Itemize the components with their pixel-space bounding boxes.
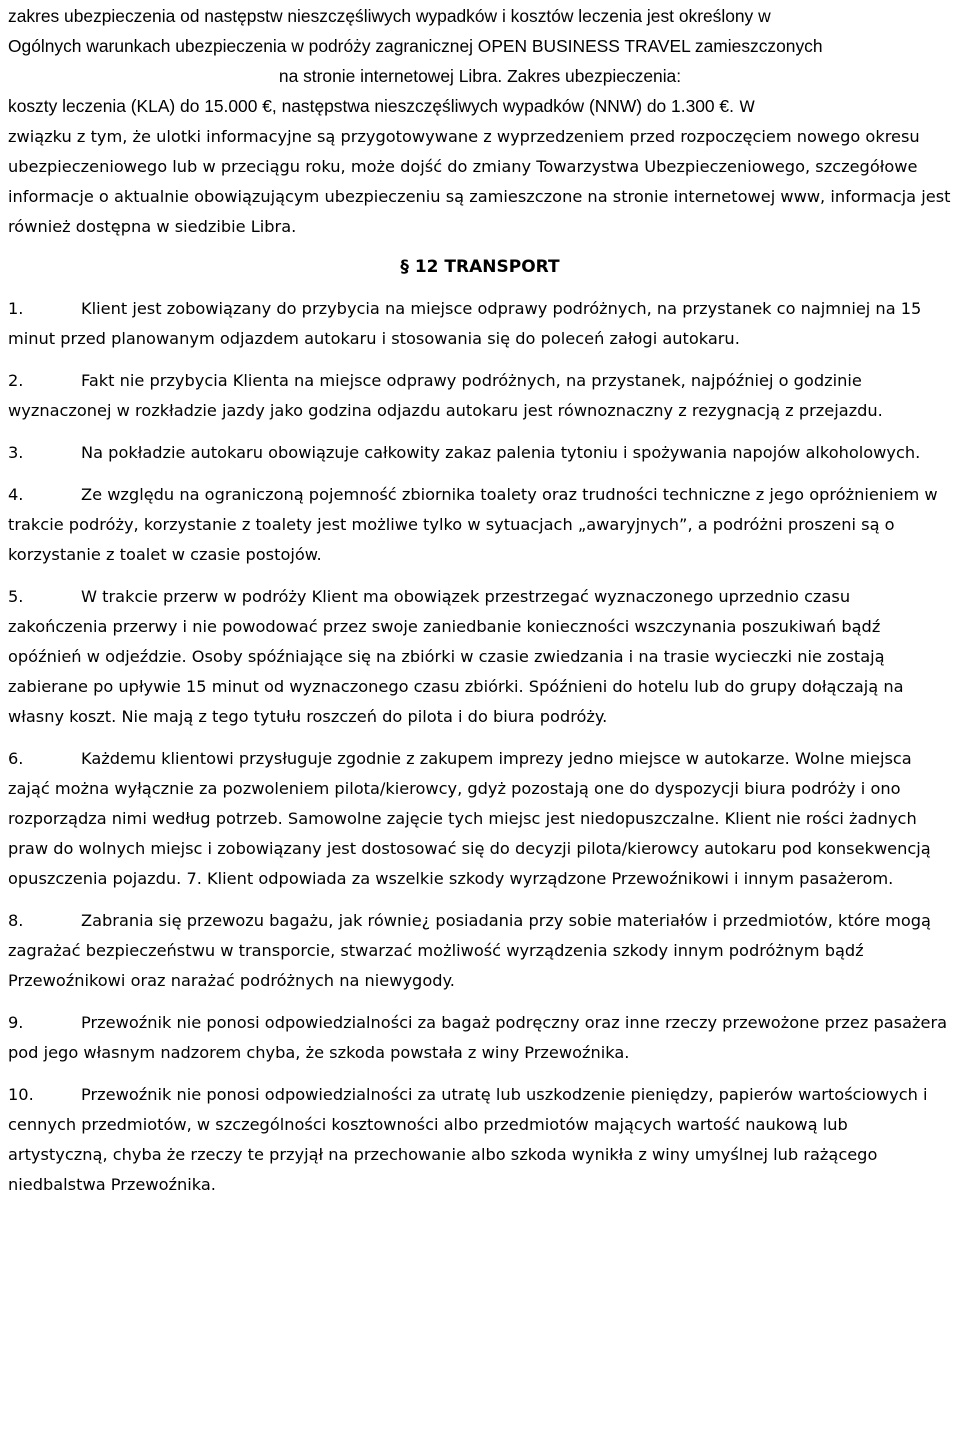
insurance-notice: związku z tym, że ulotki informacyjne są przygotowywane z wyprzedzeniem przed rozpoczęciem nowego okresu ubezpieczeniowego lub w przeciągu roku, może dojść do zmiany Towarzystwa Ubezpieczeniowego, szczegółowe informacje o aktualnie obowiązującym ubezpieczeniu są zamieszczone na stronie internetowej www, informacja jest również dostępna w siedzibie Libra. — [8, 127, 951, 236]
point-8: 8. Zabrania się przewozu bagażu, jak równie¿ posiadania przy sobie materiałów i przedmiotów, które mogą zagrażać bezpieczeństwu w transporcie, stwarzać możliwość wyrządzenia szkody innym podróżnym bądź Przewoźnikowi oraz narażać podróżnych na niewygody. — [8, 911, 931, 990]
intro-line-4 — [8, 91, 952, 122]
point-1: 1. Klient jest zobowiązany do przybycia na miejsce odprawy podróżnych, na przystanek co najmniej na 15 minut przed planowanym odjazdem autokaru i stosowania się do poleceń załogi autokaru. — [8, 299, 922, 348]
point-10: 10. Przewoźnik nie ponosi odpowiedzialności za utratę lub uszkodzenie pieniędzy, papierów wartościowych i cennych przedmiotów, w szczególności kosztowności albo przedmiotów mających wartość naukową lub artystyczną, chyba że rzeczy te przyjął na przechowanie albo szkoda wynikła z winy umyślnej lub rażącego niedbalstwa Przewoźnika. — [8, 1085, 928, 1194]
insurance-amounts: koszty leczenia (KLA) do 15.000 €, następstwa nieszczęśliwych wypadków (NNW) do 1.300 €. — [8, 96, 734, 116]
point-5: 5. W trakcie przerw w podróży Klient ma obowiązek przestrzegać wyznaczonego uprzednio czasu zakończenia przerwy i nie powodować przez swoje zaniedbanie konieczności wszczynania poszukiwań bądź opóźnień w odjeździe. Osoby spóźniające się na zbiórki w czasie zwiedzania i na trasie wycieczki nie zostają zabierane po upływie 15 minut od wyznaczonego czasu zbiórki. Spóźnieni do hotelu lub do grupy dołączają na własny koszt. Nie mają z tego tytułu roszczeń do pilota i do biura podróży. — [8, 587, 904, 726]
point-4: 4. Ze względu na ograniczoną pojemność zbiornika toalety oraz trudności techniczne z jego opróżnieniem w trakcie podróży, korzystanie z toalety jest możliwe tylko w sytuacjach „awaryjnych”, a podróżni proszeni są o korzystanie z toalet w czasie postojów. — [8, 485, 938, 564]
point-9: 9. Przewoźnik nie ponosi odpowiedzialności za bagaż podręczny oraz inne rzeczy przewożone przez pasażera pod jego własnym nadzorem chyba, że szkoda powstała z winy Przewoźnika. — [8, 1013, 948, 1062]
point-2: 2. Fakt nie przybycia Klienta na miejsce odprawy podróżnych, na przystanek, najpóźniej o godzinie wyznaczonej w rozkładzie jazdy jako godzina odjazdu autokaru jest równoznaczny z rezygnacją z przejazdu. — [8, 371, 883, 420]
point-3: 3. Na pokładzie autokaru obowiązuje całkowity zakaz palenia tytoniu i spożywania napojów alkoholowych. — [8, 443, 921, 462]
transport-points — [8, 294, 952, 1200]
intro-line-4-tail: W — [733, 97, 756, 116]
intro-line-3: na stronie internetowej Libra. Zakres ubezpieczenia: — [278, 66, 682, 86]
point-6: 6. Każdemu klientowi przysługuje zgodnie z zakupem imprezy jedno miejsce w autokarze. Wolne miejsca zająć można wyłącznie za pozwoleniem pilota/kierowcy, gdyż pozostają one do dyspozycji biura podróży i ono rozporządza nimi według potrzeb. Samowolne zajęcie tych miejsc jest niedopuszczalne. Klient nie rości żadnych praw do wolnych miejsc i zobowiązany jest dostosować się do decyzji pilota/kierowcy autokaru pod konsekwencją opuszczenia pojazdu. 7. Klient odpowiada za wszelkie szkody wyrządzone Przewoźnikowi i innym pasażerom. — [8, 749, 931, 888]
section-heading: § 12 TRANSPORT — [400, 257, 560, 277]
intro-line-2: Ogólnych warunkach ubezpieczenia w podróży zagranicznej OPEN BUSINESS TRAVEL zamieszczonych — [8, 36, 823, 56]
intro-line-1: zakres ubezpieczenia od następstw nieszczęśliwych wypadków i kosztów leczenia jest określony w — [8, 6, 771, 26]
insurance-intro — [8, 0, 952, 122]
